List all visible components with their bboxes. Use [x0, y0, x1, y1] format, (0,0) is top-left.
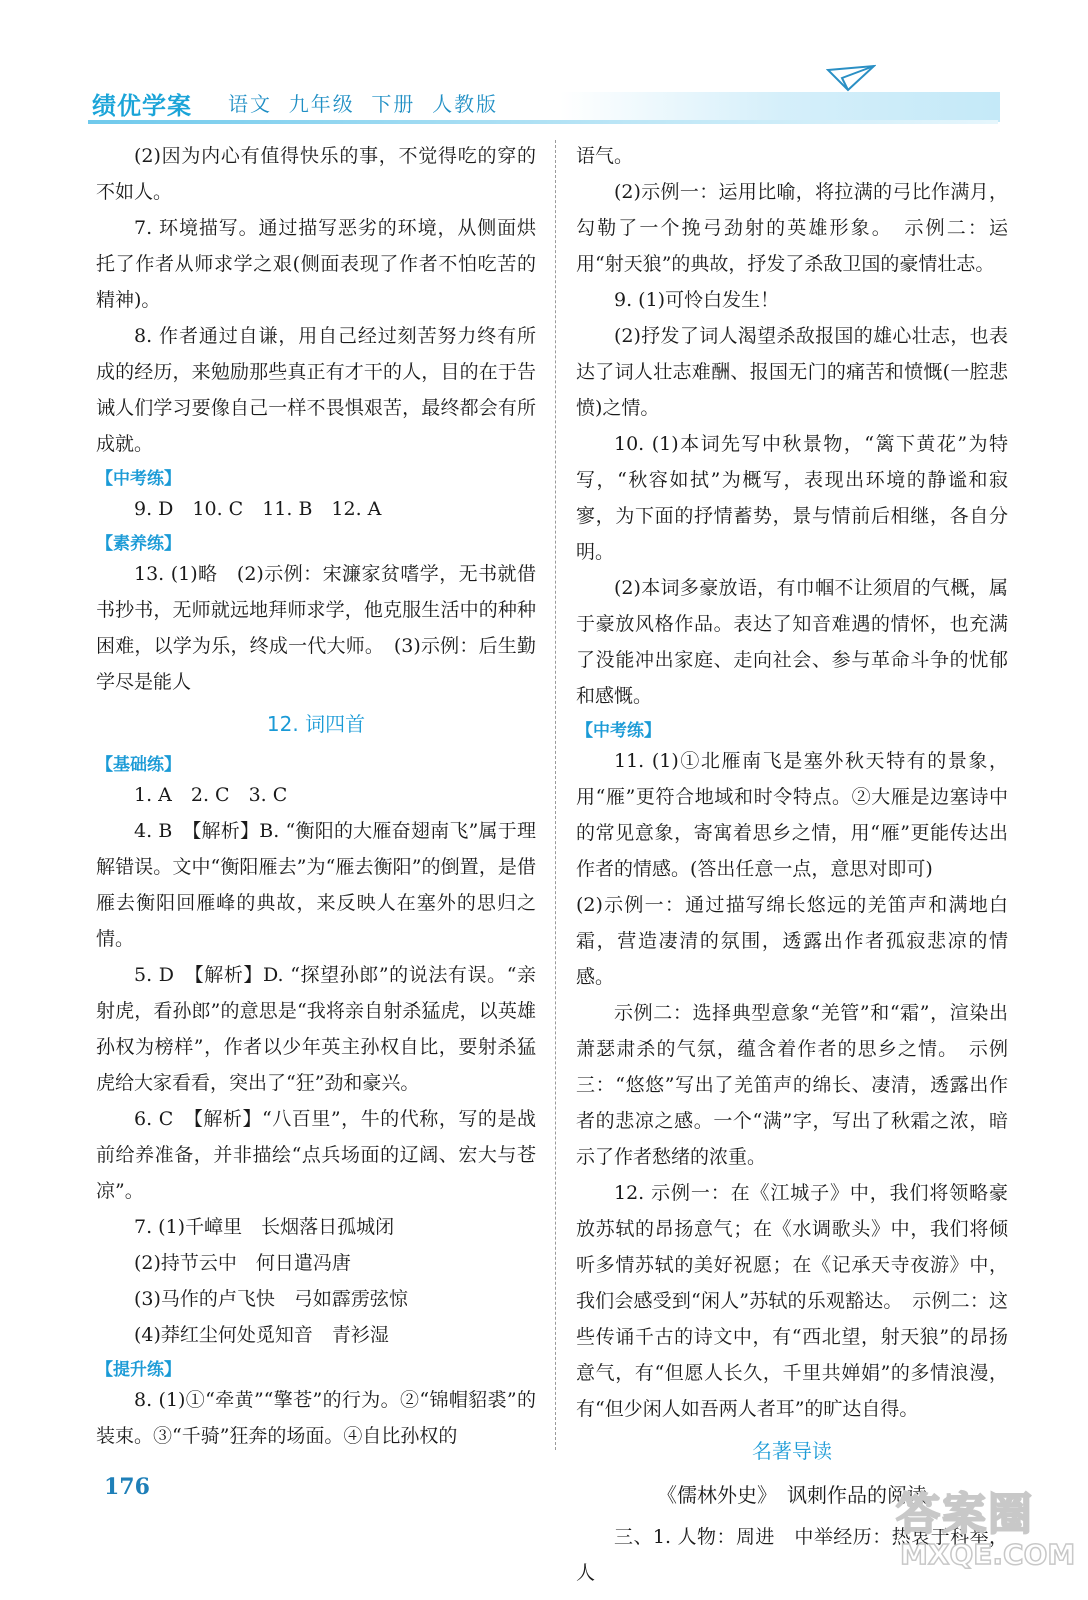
answer-paragraph: 8. (1)①“牵黄”“擎苍”的行为。②“锦帽貂裘”的装束。③“千骑”狂奔的场面。④自比孙权的 — [96, 1389, 536, 1447]
lesson-title: 12. 词四首 — [266, 712, 366, 736]
answer-paragraph: (2)抒发了词人渴望杀敌报国的雄心壮志，也表达了词人壮志难酬、报国无门的痛苦和愤慨(一腔悲愤)之情。 — [576, 325, 1008, 419]
answer-paragraph: 11. (1)①北雁南飞是塞外秋天特有的景象，用“雁”更符合地域和时令特点。②大雁是边塞诗中的常见意象，寄寓着思乡之情，用“雁”更能传达出作者的情感。(答出任意一点，意思对即可) — [576, 750, 1008, 880]
column-divider — [555, 140, 556, 1450]
answer-paragraph: 12. 示例一：在《江城子》中，我们将领略豪放苏轼的昂扬意气；在《水调歌头》中，我们将倾听多情苏轼的美好祝愿；在《记承天寺夜游》中，我们会感受到“闲人”苏轼的乐观豁达。 示例二：这些传诵千古的诗文中，有“西北望，射天狼”的昂扬意气，有“但愿人长久，千里共婵娟”的多情浪漫，有“但少闲人如吾两人者耳”的旷达自得。 — [576, 1182, 1008, 1420]
answer-paragraph: (3)马作的卢飞快 弓如霹雳弦惊 — [134, 1288, 408, 1310]
watermark-url: MXQE.COM — [900, 1538, 1076, 1571]
header-band — [88, 120, 998, 124]
section-tag-zhongkao: 【中考练】 — [576, 721, 661, 741]
paper-plane-icon — [826, 62, 876, 92]
watermark-logo: 答案圈 — [896, 1489, 1034, 1540]
book-subtitle: 语文 九年级 下册 人教版 — [228, 92, 499, 116]
left-column — [96, 138, 536, 1454]
page-number: 176 — [104, 1474, 150, 1500]
answer-paragraph: 9. (1)可怜白发生！ — [614, 289, 780, 311]
section-tag-jichu: 【基础练】 — [96, 755, 181, 775]
answer-paragraph: 7. (1)千嶂里 长烟落日孤城闭 — [134, 1216, 395, 1238]
answer-paragraph: (2)示例一：通过描写绵长悠远的羌笛声和满地白霜，营造凄清的氛围，透露出作者孤寂悲凉的情感。 — [576, 894, 1008, 988]
answer-paragraph: (2)示例一：运用比喻，将拉满的弓比作满月，勾勒了一个挽弓劲射的英雄形象。 示例二：运用“射天狼”的典故，抒发了杀敌卫国的豪情壮志。 — [576, 181, 1008, 275]
answer-paragraph: 5. D 【解析】D. “探望孙郎”的说法有误。“亲射虎，看孙郎”的意思是“我将亲自射杀猛虎，以英雄孙权为榜样”，作者以少年英主孙权自比，要射杀猛虎给大家看看，突出了“狂”劲和豪兴。 — [96, 964, 536, 1094]
answer-paragraph: (2)因为内心有值得快乐的事，不觉得吃的穿的不如人。 — [96, 145, 536, 203]
answer-paragraph: 10. (1)本词先写中秋景物，“篱下黄花”为特写，“秋容如拭”为概写，表现出环境的静谧和寂寥，为下面的抒情蓄势，景与情前后相继，各自分明。 — [576, 433, 1008, 563]
answer-paragraph: 7. 环境描写。通过描写恶劣的环境，从侧面烘托了作者从师求学之艰(侧面表现了作者不怕吃苦的精神)。 — [96, 217, 536, 311]
answer-paragraph: 9. D 10. C 11. B 12. A — [134, 498, 382, 520]
section-tag-tisheng: 【提升练】 — [96, 1360, 181, 1380]
answer-paragraph: (4)莽红尘何处觅知音 青衫湿 — [134, 1324, 389, 1346]
answer-paragraph: 三、1. 人物：周进 中举经历：热衷于科举，人 — [576, 1526, 1008, 1584]
header-band-glow — [560, 92, 1000, 122]
reading-subtitle: 《儒林外史》 讽刺作品的阅读 — [657, 1483, 927, 1507]
answer-paragraph: 语气。 — [576, 145, 634, 167]
answer-paragraph: 示例二：选择典型意象“羌管”和“霜”，渲染出萧瑟肃杀的气氛，蕴含着作者的思乡之情。 示例三：“悠悠”写出了羌笛声的绵长、凄清，透露出作者的悲凉之感。一个“满”字，写出了秋霜之浓，暗示了作者愁绪的浓重。 — [576, 1002, 1008, 1168]
answer-paragraph: 8. 作者通过自谦，用自己经过刻苦努力终有所成的经历，来勉励那些真正有才干的人，目的在于告诫人们学习要像自己一样不畏惧艰苦，最终都会有所成就。 — [96, 325, 536, 455]
section-tag-suyang: 【素养练】 — [96, 534, 181, 554]
section-tag-zhongkao: 【中考练】 — [96, 469, 181, 489]
answer-paragraph: 13. (1)略 (2)示例：宋濂家贫嗜学，无书就借书抄书，无师就远地拜师求学，他克服生活中的种种困难，以学为乐，终成一代大师。 (3)示例：后生勤学尽是能人 — [96, 563, 536, 693]
answer-paragraph: 6. C 【解析】“八百里”，牛的代称，写的是战前给养准备，并非描绘“点兵场面的辽阔、宏大与苍凉”。 — [96, 1108, 536, 1202]
answer-paragraph: 1. A 2. C 3. C — [134, 784, 288, 806]
reading-section-title: 名著导读 — [752, 1439, 832, 1463]
right-column — [576, 138, 1008, 1591]
page-header — [0, 0, 1088, 140]
answer-paragraph: (2)本词多豪放语，有巾帼不让须眉的气概，属于豪放风格作品。表达了知音难遇的情怀，也充满了没能冲出家庭、走向社会、参与革命斗争的忧郁和感慨。 — [576, 577, 1008, 707]
answer-paragraph: 4. B 【解析】B. “衡阳的大雁奋翅南飞”属于理解错误。文中“衡阳雁去”为“雁去衡阳”的倒置，是借雁去衡阳回雁峰的典故，来反映人在塞外的思归之情。 — [96, 820, 536, 950]
brand-logo: 绩优学案 — [92, 92, 192, 120]
answer-paragraph: (2)持节云中 何日遣冯唐 — [134, 1252, 351, 1274]
